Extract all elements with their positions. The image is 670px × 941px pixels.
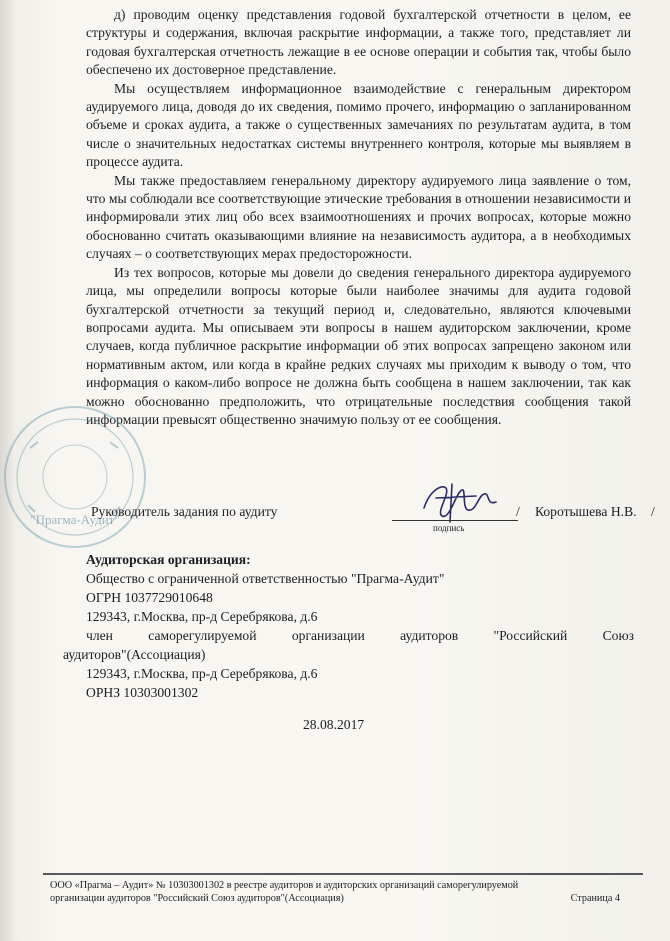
paragraph-assessment: д) проводим оценку представления годовой бухгалтерской отчетности в целом, ее структуры и содержания, включая раскрытие информации, а также того, представляет ли годовая бухгалтерская отчетность лежащие в ее основе операции и события так, чтобы было обеспечено их достоверное представление. [86, 7, 631, 78]
document-date: 28.08.2017 [303, 717, 365, 732]
organization-ornz: ОРНЗ 10303001302 [86, 685, 199, 700]
organization-address: 129343, г.Москва, пр-д Серебрякова, д.6 [86, 609, 318, 624]
signature-caption: подпись [433, 523, 465, 533]
footer-line-1: ООО «Прагма – Аудит» № 10303001302 в реестре аудиторов и аудиторских организаций саморегулируемой [50, 880, 519, 891]
footer-divider [43, 873, 643, 875]
member-word: организации [291, 628, 365, 643]
member-word: аудиторов [400, 628, 459, 643]
organization-address-2: 129343, г.Москва, пр-д Серебрякова, д.6 [86, 666, 318, 681]
signature-label: Руководитель задания по аудиту [91, 504, 278, 519]
footer-line-2-row [50, 893, 620, 906]
organization-block [63, 550, 634, 702]
paragraph-ethics: Мы также предоставляем генеральному директору аудируемого лица заявление о том, что мы соблюдали все соответствующие этические требования в отношении независимости и информировали этих лиц обо всех взаимоотношениях и прочих вопросах, которые можно обоснованно считать оказывающими влияние на независимость аудитора, а в необходимых случаях – о соответствующих мерах предосторожности. [86, 172, 631, 262]
organization-heading: Аудиторская организация: [86, 552, 251, 567]
signature-row [86, 504, 655, 544]
member-word: "Российский [493, 628, 568, 643]
organization-membership-cont: аудиторов"(Ассоциация) [63, 647, 206, 662]
page-number: Страница 4 [570, 892, 620, 904]
page-footer [50, 880, 620, 905]
signature-line [392, 520, 518, 521]
footer-line-2: организации аудиторов "Российский Союз аудиторов"(Ассоциация) [50, 892, 344, 904]
stamp-text: "Прагма-Аудит" [30, 512, 120, 527]
organization-membership [86, 626, 634, 645]
signature-slash-left: / [516, 504, 520, 519]
member-word: Союз [602, 628, 634, 643]
paragraph-key-matters: Из тех вопросов, которые мы довели до сведения генерального директора аудируемого лица, мы определили вопросы которые были наиболее значимы для аудита годовой бухгалтерской отчетности за текущий период и, следовательно, являются ключевыми вопросами аудита. Мы описываем эти вопросы в нашем аудиторском заключении, кроме случаев, когда публичное раскрытие информации об этих вопросах запрещено законом или нормативным актом, или когда в крайне редких случаях мы приходим к выводу о том, что информация о каком-либо вопросе не должна быть сообщена в нашем заключении, так как можно обоснованно предположить, что отрицательные последствия сообщения такой информации превысят общественно значимую пользу от ее сообщения. [86, 264, 631, 427]
paragraph-interaction: Мы осуществляем информационное взаимодействие с генеральным директором аудируемого лица, доводя до их сведения, помимо прочего, информацию о запланированном объеме и сроках аудита, а также о существенных замечаниях по результатам аудита, в том числе о значительных недостатках системы внутреннего контроля, которые мы выявляем в процессе аудита. [86, 80, 631, 170]
body-text [86, 6, 631, 429]
signer-name: Коротышева Н.В. [535, 504, 637, 519]
signature-slash-right: / [651, 504, 655, 519]
organization-name: Общество с ограниченной ответственностью "Прагма-Аудит" [86, 571, 445, 586]
organization-ogrn: ОГРН 1037729010648 [86, 590, 213, 605]
member-word: член [86, 628, 113, 643]
member-word: саморегулируемой [148, 628, 257, 643]
